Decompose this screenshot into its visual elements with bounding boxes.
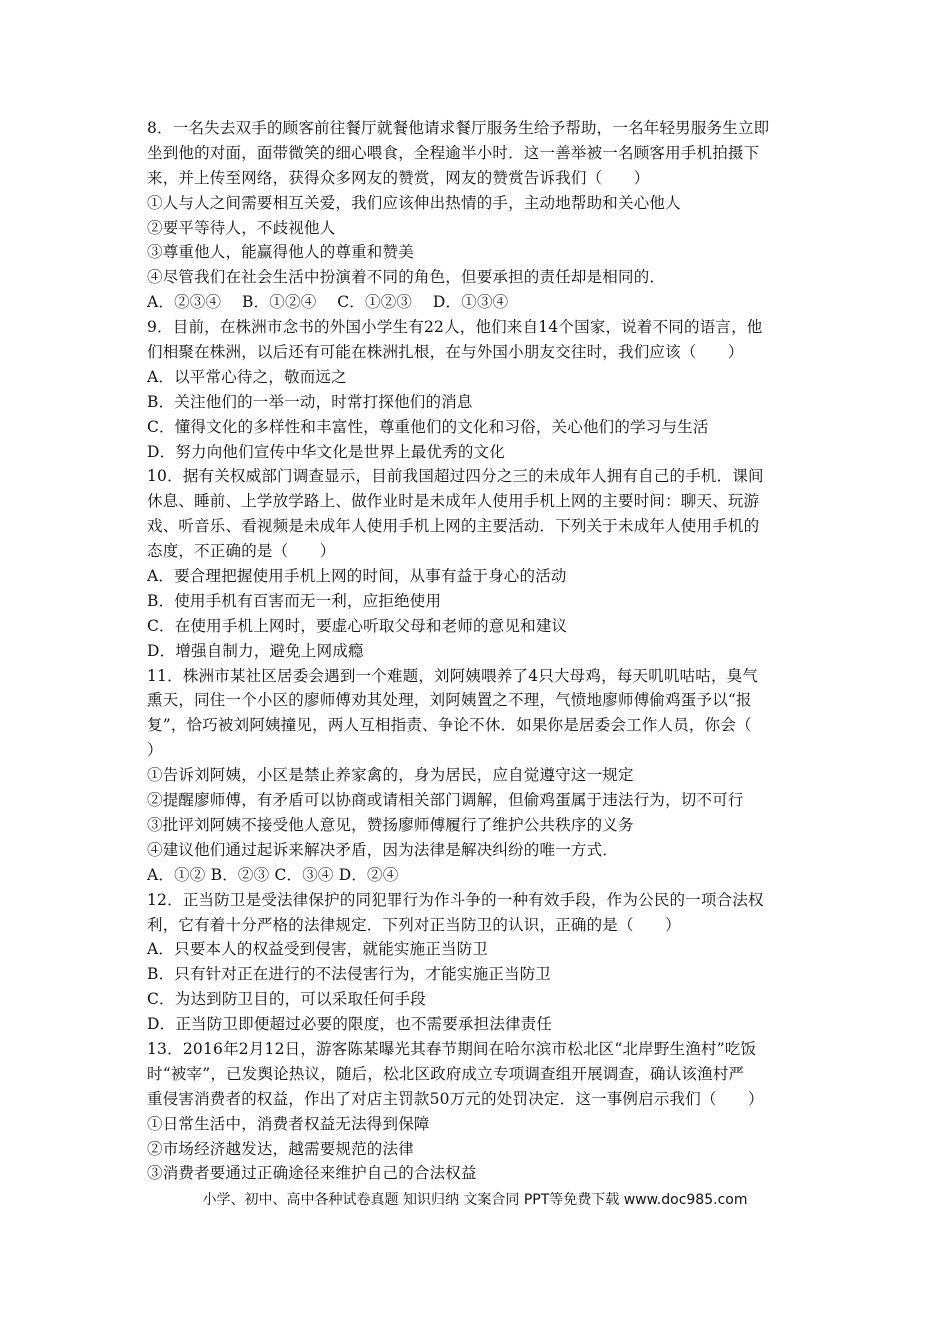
- text-line: ④建议他们通过起诉来解决矛盾，因为法律是解决纠纷的唯一方式．: [147, 840, 619, 859]
- text-line: C．为达到防卫目的，可以采取任何手段: [147, 990, 426, 1009]
- text-line: ①人与人之间需要相互关爱，我们应该伸出热情的手，主动地帮助和关心他人: [147, 193, 681, 212]
- text-line: 8．一名失去双手的顾客前往餐厅就餐他请求餐厅服务生给予帮助，一名年轻男服务生立即: [147, 119, 770, 137]
- text-line: ②提醒廖师傅，有矛盾可以协商或请相关部门调解，但偷鸡蛋属于违法行为，切不可行: [147, 791, 744, 810]
- text-line: C．懂得文化的多样性和丰富性，尊重他们的文化和习俗，关心他们的学习与生活: [147, 417, 709, 436]
- text-line: ②市场经济越发达，越需要规范的法律: [147, 1139, 414, 1158]
- text-line: ②要平等待人，不歧视他人: [147, 218, 336, 237]
- text-line: C．在使用手机上网时，要虚心听取父母和老师的意见和建议: [147, 616, 568, 635]
- text-line: 来，并上传至网络，获得众多网友的赞赏，网友的赞赏告诉我们（ ）: [147, 168, 650, 187]
- text-line: D．正当防卫即便超过必要的限度，也不需要承担法律责任: [147, 1015, 553, 1034]
- text-line: B．使用手机有百害而无一利，应拒绝使用: [147, 591, 442, 610]
- text-line: 们相聚在株洲，以后还有可能在株洲扎根，在与外国小朋友交往时，我们应该（ ）: [147, 343, 744, 362]
- text-line: 利，它有着十分严格的法律规定．下列对正当防卫的认识，正确的是（ ）: [147, 915, 681, 934]
- text-line: 9．目前，在株洲市念书的外国小学生有22人，他们来自14个国家，说着不同的语言，他: [147, 318, 763, 337]
- text-line: 复”，恰巧被刘阿姨撞见，两人互相指责、争论不休．如果你是居委会工作人员，你会（: [147, 716, 752, 735]
- text-line: 13．2016年2月12日，游客陈某曝光其春节期间在哈尔滨市松北区“北岸野生渔村”吃饭: [147, 1039, 757, 1058]
- text-line: A．只要本人的权益受到侵害，就能实施正当防卫: [147, 940, 489, 959]
- text-line: A．以平常心待之，敬而远之: [147, 367, 347, 386]
- text-line: A．要合理把握使用手机上网的时间，从事有益于身心的活动: [147, 567, 567, 586]
- text-line: A．②③④ B．①②④ C．①②③ D．①③④: [147, 293, 509, 312]
- text-line: 重侵害消费者的权益，作出了对店主罚款50万元的处罚决定．这一事例启示我们（ ）: [147, 1089, 764, 1108]
- text-line: B．只有针对正在进行的不法侵害行为，才能实施正当防卫: [147, 965, 552, 984]
- text-line: 坐到他的对面，面带微笑的细心喂食，全程逾半小时．这一善举被一名顾客用手机拍摄下: [147, 143, 760, 162]
- page-footer: 小学、初中、高中各种试卷真题 知识归纳 文案合同 PPT等免费下载 www.doc985.com: [202, 1192, 748, 1208]
- text-line: ③批评刘阿姨不接受他人意见，赞扬廖师傅履行了维护公共秩序的义务: [147, 815, 634, 834]
- text-line: ④尽管我们在社会生活中扮演着不同的角色，但要承担的责任却是相同的．: [147, 268, 666, 287]
- text-line: ③尊重他人，能赢得他人的尊重和赞美: [147, 243, 414, 262]
- text-line: ）: [147, 741, 163, 760]
- text-line: 熏天，同住一个小区的廖师傅劝其处理，刘阿姨置之不理，气愤地廖师傅偷鸡蛋予以“报: [147, 691, 752, 710]
- text-line: D．增强自制力，避免上网成瘾: [147, 641, 364, 660]
- text-line: ①日常生活中，消费者权益无法得到保障: [147, 1114, 430, 1133]
- text-line: 休息、睡前、上学放学路上、做作业时是未成年人使用手机上网的主要时间：聊天、玩游: [147, 492, 760, 511]
- text-line: A．①② B．②③ C．③④ D．②④: [147, 865, 399, 884]
- text-line: 时“被宰”，已发舆论热议，随后，松北区政府成立专项调查组开展调查，确认该渔村严: [147, 1064, 745, 1083]
- text-line: ①告诉刘阿姨，小区是禁止养家禽的，身为居民，应自觉遵守这一规定: [147, 766, 634, 785]
- text-line: 11．株洲市某社区居委会遇到一个难题，刘阿姨喂养了4只大母鸡，每天叽叽咕咕，臭气: [147, 666, 759, 685]
- text-line: 10．据有关权威部门调查显示，目前我国超过四分之三的未成年人拥有自己的手机．课间: [147, 467, 764, 486]
- text-line: ③消费者要通过正确途径来维护自己的合法权益: [147, 1164, 477, 1183]
- document-body: [147, 116, 809, 1186]
- text-line: B．关注他们的一举一动，时常打探他们的消息: [147, 392, 473, 411]
- text-line: 戏、听音乐、看视频是未成年人使用手机上网的主要活动．下列关于未成年人使用手机的: [147, 517, 760, 536]
- text-line: D．努力向他们宣传中华文化是世界上最优秀的文化: [147, 442, 506, 461]
- text-line: 态度，不正确的是（ ）: [147, 542, 336, 561]
- text-line: 12．正当防卫是受法律保护的同犯罪行为作斗争的一种有效手段，作为公民的一项合法权: [147, 890, 764, 909]
